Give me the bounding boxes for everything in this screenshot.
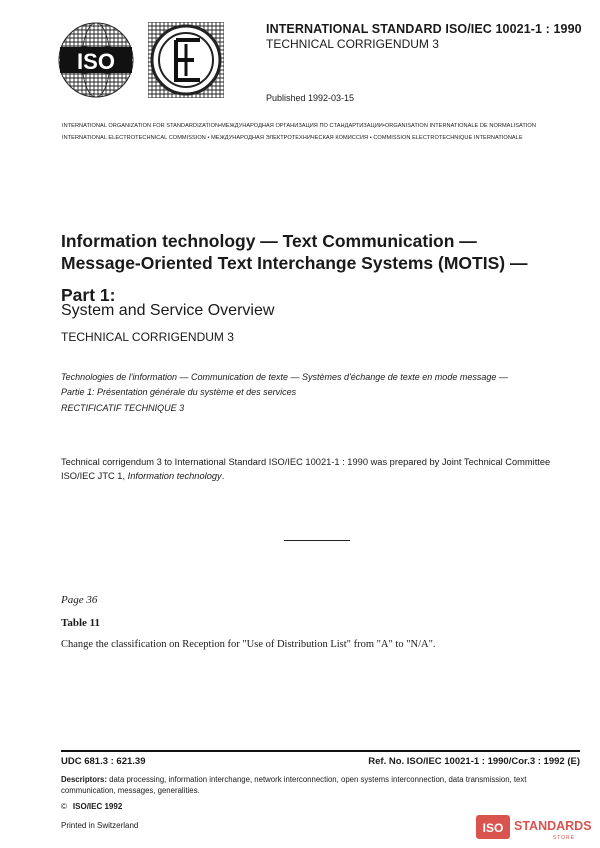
technical-corrigendum: TECHNICAL CORRIGENDUM 3 xyxy=(61,330,234,344)
iec-logo xyxy=(146,20,226,100)
org-line-iec: INTERNATIONAL ELECTROTECHNICAL COMMISSION • МЕЖДУНАРОДНАЯ ЭЛЕКТРОТЕХНИЧЕСКАЯ КОМИССИЯ • COMMISSION ELECTROTECHNIQUE INTERNATIONALE xyxy=(62,135,523,141)
french-title-line-2: Partie 1: Présentation générale du système et des services xyxy=(61,387,297,397)
intro-committee-name: Information technology xyxy=(127,470,222,481)
page-reference: Page 36 xyxy=(61,594,98,606)
standard-title: INTERNATIONAL STANDARD ISO/IEC 10021-1 : 1990 xyxy=(266,22,582,36)
title-line-1: Information technology — Text Communication — xyxy=(61,231,477,251)
store-label-text: STORE xyxy=(552,835,575,841)
descriptors-list: data processing, information interchange, network interconnection, open systems interconnection, data transmission, text communication, messages, generalities. xyxy=(61,775,527,795)
french-title-line-3: RECTIFICATIF TECHNIQUE 3 xyxy=(61,403,185,413)
copyright xyxy=(61,802,122,811)
org-line-iso: INTERNATIONAL ORGANIZATION FOR STANDARDIZATION•МЕЖДУНАРОДНАЯ ОРГАНИЗАЦИЯ ПО СТАНДАРТИЗАЦИИ•ORGANISATION INTERNATIONALE DE NORMALISATION xyxy=(62,123,536,129)
descriptors xyxy=(61,774,581,796)
change-instruction: Change the classification on Reception for "Use of Distribution List" from "A" to "N/A". xyxy=(61,639,436,650)
separator-rule xyxy=(284,540,350,541)
copyright-symbol: © xyxy=(61,802,67,811)
descriptors-label: Descriptors: xyxy=(61,775,107,784)
reference-number: Ref. No. ISO/IEC 10021-1 : 1990/Cor.3 : 1992 (E) xyxy=(368,756,580,767)
store-standards-text: STANDARDS xyxy=(514,819,592,833)
part-subtitle: System and Service Overview xyxy=(61,302,275,319)
footer-rule xyxy=(61,750,580,752)
copyright-text: ISO/IEC 1992 xyxy=(72,802,123,811)
intro-end: . xyxy=(221,470,225,481)
iso-logo xyxy=(56,20,136,100)
iso-logo-text: ISO xyxy=(77,49,115,74)
published-date: Published 1992-03-15 xyxy=(266,93,355,103)
title-line-2: Message-Oriented Text Interchange Systems (MOTIS) — xyxy=(61,253,528,273)
part-label: Part 1: xyxy=(61,285,116,305)
store-iso-text: ISO xyxy=(482,821,504,835)
udc-number: UDC 681.3 : 621.39 xyxy=(61,756,146,767)
intro-text: Technical corrigendum 3 to International Standard ISO/IEC 10021-1 : 1990 was prepared by Joint Technical Committee ISO/IEC JTC 1, xyxy=(61,457,551,481)
table-reference: Table 11 xyxy=(61,617,101,629)
intro-paragraph xyxy=(61,456,581,483)
printed-in: Printed in Switzerland xyxy=(61,821,139,830)
corrigendum-label: TECHNICAL CORRIGENDUM 3 xyxy=(266,37,439,51)
standards-store-badge[interactable] xyxy=(476,814,594,847)
french-title-line-1: Technologies de l'information — Communication de texte — Systèmes d'échange de texte en mode message — xyxy=(61,372,508,382)
